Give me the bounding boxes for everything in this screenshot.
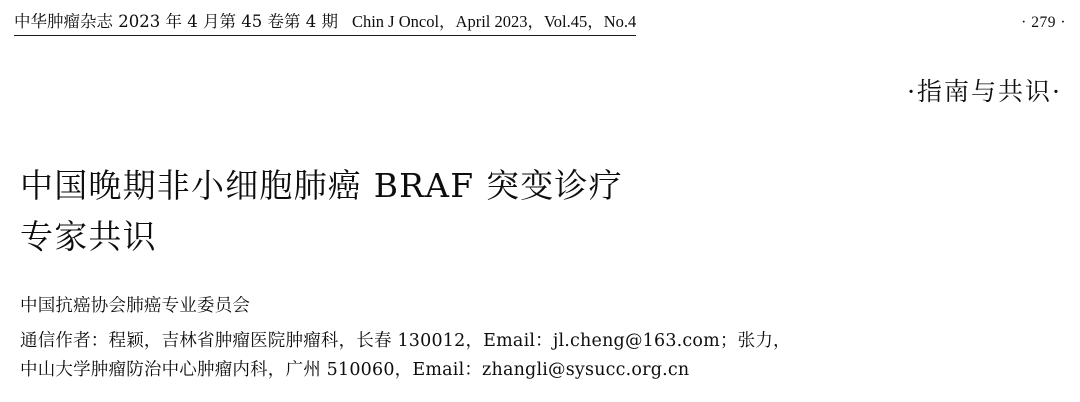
page-number: · 279 · (1021, 14, 1066, 31)
page-title (20, 160, 920, 262)
author-affiliation-block (20, 292, 1040, 384)
corresponding-author-line-2: 中山大学肿瘤防治中心肿瘤内科，广州 510060，Email：zhangli@sysucc.org.cn (20, 359, 690, 380)
section-kicker: ·指南与共识· (907, 77, 1062, 106)
corresponding-author-line-1: 通信作者：程颖，吉林省肿瘤医院肿瘤科，长春 130012，Email：jl.cheng@163.com；张力， (20, 331, 791, 352)
title-line-2: 专家共识 (20, 217, 157, 257)
journal-title-english: Chin J Oncol，April 2023，Vol.45，No.4 (351, 12, 637, 31)
running-head-journal-info (14, 8, 636, 36)
author-organization: 中国抗癌协会肺癌专业委员会 (20, 296, 251, 316)
running-head (14, 8, 1066, 36)
title-line-1: 中国晚期非小细胞肺癌 BRAF 突变诊疗 (20, 166, 623, 206)
journal-title-chinese: 中华肿瘤杂志 2023 年 4 月第 45 卷第 4 期 (14, 12, 338, 31)
